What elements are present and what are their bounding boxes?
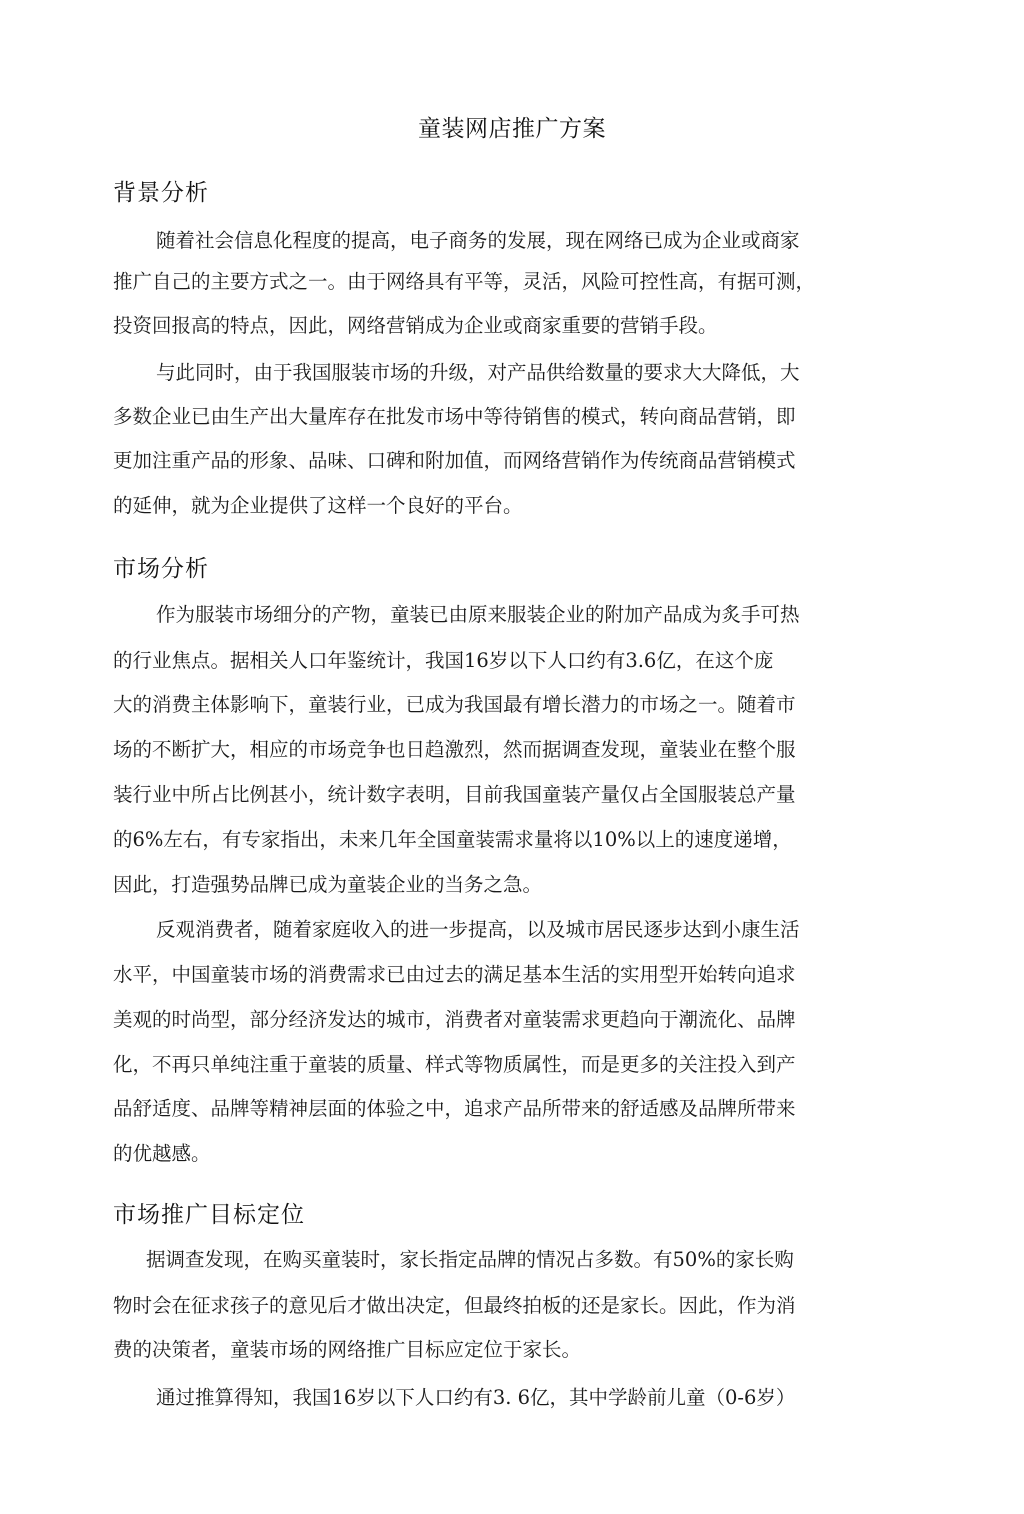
paragraph-line: 物时会在征求孩子的意见后才做出决定，但最终拍板的还是家长。因此，作为消 — [113, 1294, 796, 1317]
paragraph-line: 随着社会信息化程度的提高，电子商务的发展，现在网络已成为企业或商家 — [156, 229, 800, 252]
paragraph-line: 化，不再只单纯注重于童装的质量、样式等物质属性，而是更多的关注投入到产 — [113, 1053, 796, 1076]
paragraph-line: 投资回报高的特点，因此，网络营销成为企业或商家重要的营销手段。 — [113, 314, 718, 337]
paragraph-line: 反观消费者，随着家庭收入的进一步提高，以及城市居民逐步达到小康生活 — [156, 918, 800, 941]
paragraph-line: 场的不断扩大，相应的市场竞争也日趋激烈，然而据调查发现，童装业在整个服 — [113, 738, 796, 761]
paragraph-line: 美观的时尚型，部分经济发达的城市，消费者对童装需求更趋向于潮流化、品牌 — [113, 1008, 796, 1031]
section-heading-market: 市场分析 — [113, 556, 209, 582]
paragraph-line: 作为服装市场细分的产物，童装已由原来服装企业的附加产品成为炙手可热 — [156, 603, 800, 626]
paragraph-line: 装行业中所占比例甚小，统计数字表明，目前我国童装产量仅占全国服装总产量 — [113, 783, 796, 806]
paragraph-line: 费的决策者，童装市场的网络推广目标应定位于家长。 — [113, 1338, 582, 1361]
paragraph-line: 的6%左右，有专家指出，未来几年全国童装需求量将以10%以上的速度递增， — [113, 828, 792, 851]
section-heading-target: 市场推广目标定位 — [113, 1202, 305, 1228]
paragraph-line: 的延伸，就为企业提供了这样一个良好的平台。 — [113, 494, 523, 517]
paragraph-line: 推广自己的主要方式之一。由于网络具有平等，灵活，风险可控性高，有据可测， — [113, 270, 816, 293]
section-heading-background: 背景分析 — [113, 180, 209, 206]
paragraph-line: 大的消费主体影响下，童装行业，已成为我国最有增长潜力的市场之一。随着市 — [113, 693, 796, 716]
paragraph-line: 据调查发现，在购买童装时，家长指定品牌的情况占多数。有50%的家长购 — [146, 1248, 794, 1271]
paragraph-line: 通过推算得知，我国16岁以下人口约有3. 6亿，其中学龄前儿童（0-6岁） — [156, 1386, 796, 1409]
paragraph-line: 品舒适度、品牌等精神层面的体验之中，追求产品所带来的舒适感及品牌所带来 — [113, 1097, 796, 1120]
paragraph-line: 与此同时，由于我国服装市场的升级，对产品供给数量的要求大大降低，大 — [156, 361, 800, 384]
paragraph-line: 的优越感。 — [113, 1142, 211, 1165]
paragraph-line: 的行业焦点。据相关人口年鉴统计，我国16岁以下人口约有3.6亿，在这个庞 — [113, 649, 774, 672]
paragraph-line: 多数企业已由生产出大量库存在批发市场中等待销售的模式，转向商品营销，即 — [113, 405, 796, 428]
paragraph-line: 因此，打造强势品牌已成为童装企业的当务之急。 — [113, 873, 543, 896]
paragraph-line: 水平，中国童装市场的消费需求已由过去的满足基本生活的实用型开始转向追求 — [113, 963, 796, 986]
document-title: 童装网店推广方案 — [418, 116, 606, 142]
paragraph-line: 更加注重产品的形象、品味、口碑和附加值，而网络营销作为传统商品营销模式 — [113, 449, 796, 472]
